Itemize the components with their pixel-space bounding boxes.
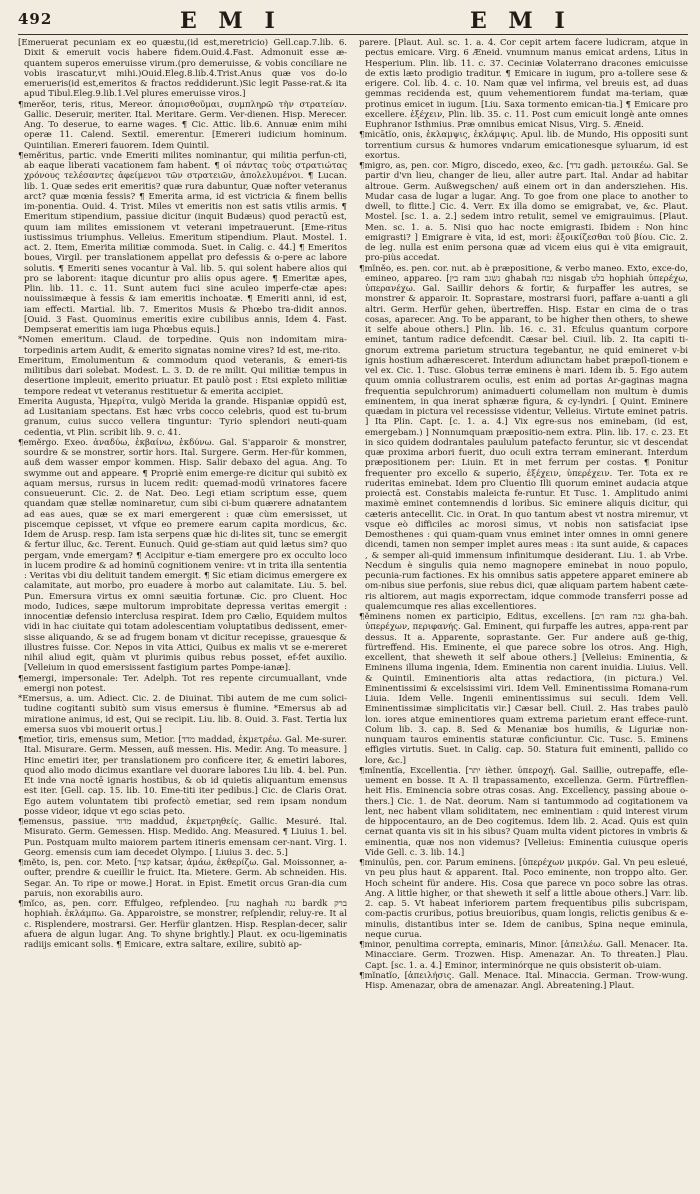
dictionary-entry: ¶mĭnĕo, es. pen. cor. nut. ab è præpositione, & verbo maneo. Exto, exce-do, emineo, appareo. [בין ram נשגב ghabah גבה nisgab בלט hophiah ὑπερέχω, ὑπερανέχω. Gal. Saillir dehors & fortir, & furpaffer les autres, se monstrer & apparoir. It. Soprastare, mostrarsi fuori, paffare a-uanti a gli altri. Germ. Herfür gehen, übertreffen. Hisp. Estar en cima de o tras cosas, aparecer. Ang. To be apparant, to be higher then others, to shewe it selfe aboue others.] Plin. lib. 16. c. 31. Efculus quantum corpore eminet, tantum radice defcendit. Cæsar bel. Ciuil. lib. 2. Ita capiti ti-gnorum extrema parietum structura tegebantur, ne quid emineret v-bi ignis hostium adhæresceret. Interdum adiunctam habet præpoſi-tionem e vel ex. Cic. 1. Tusc. Globus terræ eminens è mari. Idem ib. 5. Ego autem quum omnia collustrarem oculis, est enim ad portas Ar-gaginas magna frequentia sepulchrorum) animaduerti columellam non multum è dumis eminentem, in qua inerat sphæræ figura, & cy-lyndri. [ Quint. Eminere quædam in pictura vel recessisse videntur, Velleius. Virtute eminet patris. ] Ita Plin. Capt. [c. 1. a. 4.] Vix egre-sus nos eminebam, (id est, emergebam.) ] Nonnumquam præpositio-nem extra. Plin. lib. 17. c. 23. Et in sico quidem dodrantales paululum patefacto feruntur, sic vt descendat quæ proxima arbori fuerit, duo oculi extra terram eminerant. Interdum præpositionem per: Liuin. Et in met ferrum per costas. ¶ Ponitur frequenter pro excello & superio, ἐξέχειν, ὑπερέχειν. Ter. Tota ex re ruderitas eminebat. Idem pro Cluentio Illi quorum eminet audacia atque proiectā est. Constabis maleicta fe-runtur. Et Tusc. 1. Amplitudo animi maximè eminet contemnendis d loribus. Sic eminere aliquis dicitur, qui cæteris antecellit. Cic. in Orat. In quo tantum abest vt nostra miremur, vt vsque eò difficiles ac morosi simus, vt nobis non satisfaciat ipse Demosthenes : qui quam-quam vnus eminet inter omnes in omni genere dicendi, tamen non semper implet aures meas : ita sunt auide, & capaces , & semper ali-quid immensum infinitumque desiderant. Liu. 1. ab Vrbe. Necdum è singulis quia nemo magnopere eminebat in nouo populo, pecunia-rum factiones. Ex his omnibus satis appetere apparet eminere ab om-nibus siue perfonis, siue rebus dici, quæ aliquam partem habent cæte-ris altiorem, aut magis exporrectam, idque commode transferri posse ad qualemcumque res alias excellentiores. [359,263,688,612]
page-number: 492 [18,10,53,28]
dictionary-entry: ¶mĭco, as, pen. corr. Effulgeo, refplendeo. [נגה naghah נגה bardk ברק hophiah. ἐκλάμπω. Ga. Apparoistre, se monstrer, reſplendir, reluy-re. It al c. Risplendere, mostrarsi. Ger. Herfür glantzen. Hisp. Resplan-decer, salir afuera de algun lugar. Ang. To shyne brightly.] Plaut. ex ocu-ligeminatis radiijs emicant solis. ¶ Emicare, extra saltare, exilire, subitò ap- [18,899,347,950]
dictionary-entry: ¶ĕminens nomen ex participio, Editus, excellens. [רם ram גבה gha-bah. ὑπερέχων, περιφανής. Gal. Eminent, qui furpaffe les autres, appa-rent par dessus. It a. Apparente, soprastante. Ger. Fur andere auß ge-thig, fürtreffend. His. Eminente, el que parece sobre los otros. Ang. High, excellent, that sheweth it self aboue others.] [Velleius: Eminentia, & Eminens illuma ingenia, Idem. Eminentia non carent inuidia. Liuius. Vell. & Quintil. Eminentioris alta attas redactiora, (in pictura.) Vel. Eminentissimi & excelsissimi viri. Idem Vell. Eminentissima Romana-rum Liuia. Idem Velle. Ingenii eminentissimus sui seculi. Idem Vell. Eminentissimæ simplicitatis vir.] Cæsar bell. Ciuil. 2. Has trabes paulò lon. iores atque eminentiores quam extrema parietum erant effece-runt. Colum lib. 3. cap. 8. Sed & Menaniæ bos humilis, & Liguriæ non-nunquam tauros eminentis staturæ conficiuntur. Cic. Tusc. 5. Eminens effigies virtutis. Suet. in Calig. cap. 50. Statura fuit eminenti, pallido co lore, &c.] [359,612,688,766]
dictionary-entry: ¶emĕritus, partic. vnde Emeriti milites nominantur, qui militia perfun-cti, ab eaque liberati vacationem fam habent. ¶ οἱ πάντας τοὺς στρατιώτας χρόνους τελέσαντες ἀφείμενοι τῶν στρατειῶν, ἀπολελυμένοι. ¶ Lucan. lib. 1. Quæ sedes erit emeritis? quæ rura dabuntur, Quæ nofter veteranus arct? quæ mœnia fessis? ¶ Emerita arma, id est victricia & finem bellis im-ponentia. Ouid. 4. Trist. Miles vt emeritis non est satis vtilis armis. ¶ Emeritum stipendium, passiue dicitur (inquit Budæus) quod peractū est, quum iam milites emissionem vt veterani impetrauerunt. [Eme-ritus iustissimus triumphus. Velleius. Emeritum stipendium. Plaut. Mostel. 1. act. 2. Item, Emerita militiæ commoda. Suet. in Calig. c. 44.] ¶ Emeritos boues, Virgil. per translationem appellat pro defessis & o-pere ac labore solutis. ¶ Emeriti senes vocantur à Val. lib. 5. qui solent habere alios qui pro se laborent: itaque dicuntur pro aliis opus agere. ¶ Emeritæ apes, Plin. lib. 11. c. 11. Sunt autem fuci sine aculeo imperfe-ctæ apes: nouissimæque à fessis & iam emeritis inchoatæ. ¶ Emeriti anni, id est, iam effecti. Martial. lib. 7. Emeritos Musis & Phœbo tra-didit annos. [Ouid. 3 Fast. Quominus emeritis exire cubilibus annis, Idem 4. Fast. Dempserat emeritis iam iuga Phœbus equis.] [18,150,347,335]
dictionary-entry: ¶mĭnentĭa, Excellentia. [יתר ièther. ὑπεροχή. Gal. Saillie, outrepaffe, eſle-uement en bosse. It A. Il trapassamento, excellenza. Germ. Fürtrefflen-heit His. Eminencia sobre otras cosas. Ang. Excellency, passing aboue o-thers.] Cic. 1. de Nat. deorum. Nam si tantummodo ad cogitationem va lent, nec habent vllam soliditatem, nec eminentiam : quid interest virum de hippocentauro, an de Deo cogitemus. Idem lib. 2. Acad. Quis est quin cernat quanta vis sit in his sibus? Quam multa vident pictores in vmbris & eminentia, quæ nos non videmus? [Velleius: Eminentia cuiusque operis Vide Gell. c. 3. lib. 14.] [359,765,688,858]
dictionary-entry: parere. [Plaut. Aul. sc. 1. a. 4. Cor cepit artem facere ludicram, atque in pectus emicare. Virg. 6 Æneid. vnumnum manus emicat ardens, Litus in Hesperium. Plin. lib. 11. c. 37. Ceciniæ Volaterrano dracones emicuisse de extis læto prodigio traditur. ¶ Emicare in iugum, pro a-tollere sese & erigere. Col. lib. 4. c. 10. Nam quæ vel infirma, vel breuis est, ad duas gemmas recidenda est, quum vehementiorem fundat ma-teriam, quæ protinus emicet in iugum. [Liu. Saxa tormento emican-tia.] ¶ Emicare pro excellere. ἐξέχειν, Plin. lib. 35. c. 11. Post cum emicuit longè ante omnes Euphranor Isthmius. Præ omnibus emicat Nisus, Virg. 5. Æneid. [359,38,688,130]
dictionary-entry: ¶emergi, impersonale: Ter. Adelph. Tot res repente circumuallant, vnde emergi non potest. [18,673,347,694]
running-head-left: E M I [180,8,282,34]
dictionary-entry: *Emersus, a. um. Adiect. Cic. 2. de Diuinat. Tibi autem de me cum solici-tudine cogitanti subitò sum visus emersus è flumine. *Emersus ab ad miratione animus, id est, Qui se recipit. Liu. lib. 8. Ouid. 3. Fast. Tertia lux emersa suos vbi mouerit ortus.] [18,694,347,735]
dictionary-entry: ¶minulūs, pen. cor. Parum eminens. [ὑπερέχων μικρόν. Gal. Vn peu esleué, vn peu plus haut & apparent. Ital. Poco eminente, non troppo alto. Ger. Hoch scheint für andere. His. Cosa que parece vn poco sobre las otras. Ang. A little higher, or that sheweth it self a little aboue others.] Varr. lib. 2. cap. 5. Vt habeat inferiorem partem frequentibus pilis subcrispam, com-pactis cruribus, potius breuioribus, quam longis, relictis genibus & e-minulis, distantibus inter se. Idem de canibus, Spina neque eminula, neque curua. [359,858,688,940]
dictionary-entry: ¶micātĭo, onis, ἐκλαμψις, ἐκλάμψις. Apul. lib. de Mundo, His oppositi sunt torrentium cursus & humores vndarum emicationesque syluarum, id est exortus. [359,130,688,161]
right-column [359,38,688,1188]
dictionary-entry: Emerita Augusta, Ἠμερίτα, vulgò Merida la grande. Hispaniæ oppidū est, ad Lusitaniam spectans. Est hæc vrbs cocco celebris, quod est tu-brum granum, cuius succo vellera tinguntur: Tyrio splendori neuti-quam cedentia, vt Plin. scribit lib. 9. c. 41. [18,396,347,438]
dictionary-entry: ¶mĭnatĭo, [ἀπειλήσις. Gall. Menace. Ital. Minaccia. German. Trow-wung. Hisp. Amenazar, obra de amenazar. Angl. Abreatening.] Plaut. [359,970,688,991]
dictionary-entry: ¶emensus, passiue. מדוד maddud, ἐκμετρηθείς. Gallic. Mesuré. Ital. Misurato. Germ. Gemessen. Hisp. Medido. Ang. Measured. ¶ Liuius 1. bel. Pun. Postquam multo maiorem partem itineris emensam cer-nant. Virg. 1. Georg. emensis cum iam decedet Olympo. [ Liuius 3. dec. 5.] [18,817,347,858]
dictionary-entry: ¶migro, as, pen. cor. Migro, discedo, exeo, &c. [נדד gadh. μετοικέω. Gal. Se partir d'vn lieu, changer de lieu, aller autre part. Ital. Andar ad habitar altroue. Germ. Außwegschen/ auß einem ort in dan andersziehen. His. Mudar casa de lugar a lugar. Ang. To goe from one place to another to dwell, to flitte.] Cic. 4. Verr. Ex illa domo se emigrabat, ve, &c. Plaut. Mostel. [sc. 1. a. 2.] sedem intro retulit, semel ve emigrauimus. [Plaut. Men. sc. 1. a. 5. Nisi quo hac nocte emigrasti. Ibidem : Non hinc emigrasti? ] Emigrare è vita, id est, mori: ἐξοικίζεσθαι τοῦ βίου. Cic. 2. de leg. nulla est enim persona quæ ad vicem eius qui è vita emigrauit, pro-piùs accedat. [359,161,688,264]
dictionary-entry: ¶emĕrgo. Exeo. ἀναδύω, ἐκβαίνω, ἐκδύνω. Gal. S'apparoir & monstrer, sourdre & se monstrer, sortir hors. Ital. Surgere. Germ. Her-für kommen, auß dem wasser empor kommen. Hisp. Salir debaxo del agua. Ang. To swymme out and appeare. ¶ Propriè enim emerge-re dicitur qui subitò ex aquam mersus, rursus in lucem redit: quemad-modū vrinatores facere consueuerunt. Cic. 2. de Nat. Deo. Legi etiam scriptum esse, quem quandam quæ stellæ nominaretur, cum sibi ci-bum quærere adnatantem ad eas aues, quæ se ex mari emergerent : quæ cùm emersisset, ut piscemque cepisset, vt vfque eo premere earum capita mordicus, &c. Idem de Arusp. resp. Iam ista serpens quæ hic di-lites sit, tunc se emergit & fertur illuc, &c. Terent. Eunuch. Quid ge-stiam aut quid lætus sim? quo pergam, vnde emergam? ¶ Accipitur e-tiam emergere pro ex occulto loco in lucem prodire & ad hominū cognitionem venire: vt in trita illa sententia : Veritas vbi diu delituit tandem emergit. ¶ Sic etiam dicimus emergere ex calamitate, aut morbo, pro euadere à morbo aut calamitate. Liu. 5. bel. Pun. Emersura virtus ex omni sæuitia fortunæ. Cic. pro Cluent. Hoc modo, Iudices, sæpe multorum improbitate depressa veritas emergit : innocentiæ defensio interclusa respirat. Idem pro Cælio, Equidem multos vidi in hac ciuitate qui totam adolescentiam voluptatibus dedissent, emer-sisse aliquando, & se ad frugem bonam vt dicitur recepisse, grauesque & illustres fuisse. Cor. Nepos in vita Attici, Quibus ex malis vt se e-mereret nihil aliud egit, quàm vt plurimis quibus rebus posset, ef-fet auxilio. [Velleium in quod emersissent fastigium partes Pompe-ianæ]. [18,437,347,674]
left-column [18,38,347,1188]
dictionary-entry: *Nomen emeritum. Claud. de torpedine. Quis non indomitam mira-torpedinis artem Audit, & emerito signatas nomine vires? Id est, me-rito. [18,335,347,356]
dictionary-entry: ¶merĕor, teris, ritus, Mereor. ἀπομισθοῦμαι, συμπληρῶ τὴν στρατείαν. Gallic. Deseruir, meriter. Ital. Meritare. Germ. Ver-dienen. Hisp. Merecer. Ang. To deserue, to earne wages. ¶ Cic. Attic. lib.6. Annuæ enim mihi operæ 11. Calend. Sextil. emerentur. [Emereri iudicium hominum. Quintilian. Emereri fauorem. Idem Quintil. [18,99,347,151]
running-head-right: E M I [470,8,572,34]
text-columns [18,38,688,1188]
dictionary-entry: [Emeruerat pecuniam ex eo quæstu,(id est,meretricio) Gell.cap.7.lib. 6. Dixit & emeruit vocis habere fidem.Ouid.4.Fast. Admonuit esse æ-quantem superos emeruisse virum.(pro demeruisse, & vobis conciliare ne vobis irascatur,vt mihi.)Ouid.Eleg.8.lib.4.Trist.Anus quæ vos do-lo emerueris(id est,emeritos & fractos reddiderunt.)Sic legit Passe-rat.& ita apud Tibul.Eleg.9.lib.1.Vel plures emeruisse viros.] [18,38,347,100]
dictionary-entry: ¶metīor, tiris, emensus sum, Metior. [מדד maddad, ἐκμετρέω. Gal. Me-surer. Ital. Misurare. Germ. Messen, auß messen. His. Medir. Ang. To measure. ] Hinc emetiri iter, per translationem pro conficere iter, & emetiri labores, quod alio modo dicimus exantlare vel duorare labores Liu lib. 4. bel. Pun. Et inde vna noctē ignaris hostibus, & ob id quietis aliquantum emensus est iter. [Gell. cap. 15. lib. 10. Eme-titi iter pedibus.] Cic. de Claris Orat. Ego autem voluntatem tibi profectò emetiar, sed rem ipsam nondum posse videor, idque vt ego scias peto. [18,735,347,817]
dictionary-entry: Emeritum, Emolumentum & commodum quod veteranis, & emeri-tis militibus dari solebat. Modest. L. 3. D. de re milit. Qui militiæ tempus in desertione impleuit, emerito priuatur. Et paulò post : Etsi expleto militiæ tempore redeat vt veteranus restituetur & emerita accipiet. [18,355,347,397]
dictionary-entry: ¶minor, penultima correpta, eminaris, Minor. [ἀπειλέω. Gall. Menacer. Ita. Minacciare. Germ. Trozwen. Hisp. Amenazar. An. To threaten.] Plau. Capt. [sc. 1. a. 4.] Eminor, interminórque ne quis obsisterit ob-uiam. [359,940,688,971]
dictionary-entry: ¶mĕto, is, pen. cor. Meto. [קצר katsar, ἀμάω, ἐκθερίζω. Gal. Moissonner, a-oufter, prendre & cueillir le fruict. Ita. Mietere. Germ. Ab schneiden. His. Segar. An. To ripe or mowe.] Horat. in Epist. Emetit orcus Gran-dia cum paruis, non exorabilis auro. [18,858,347,899]
header-rule [18,34,688,35]
